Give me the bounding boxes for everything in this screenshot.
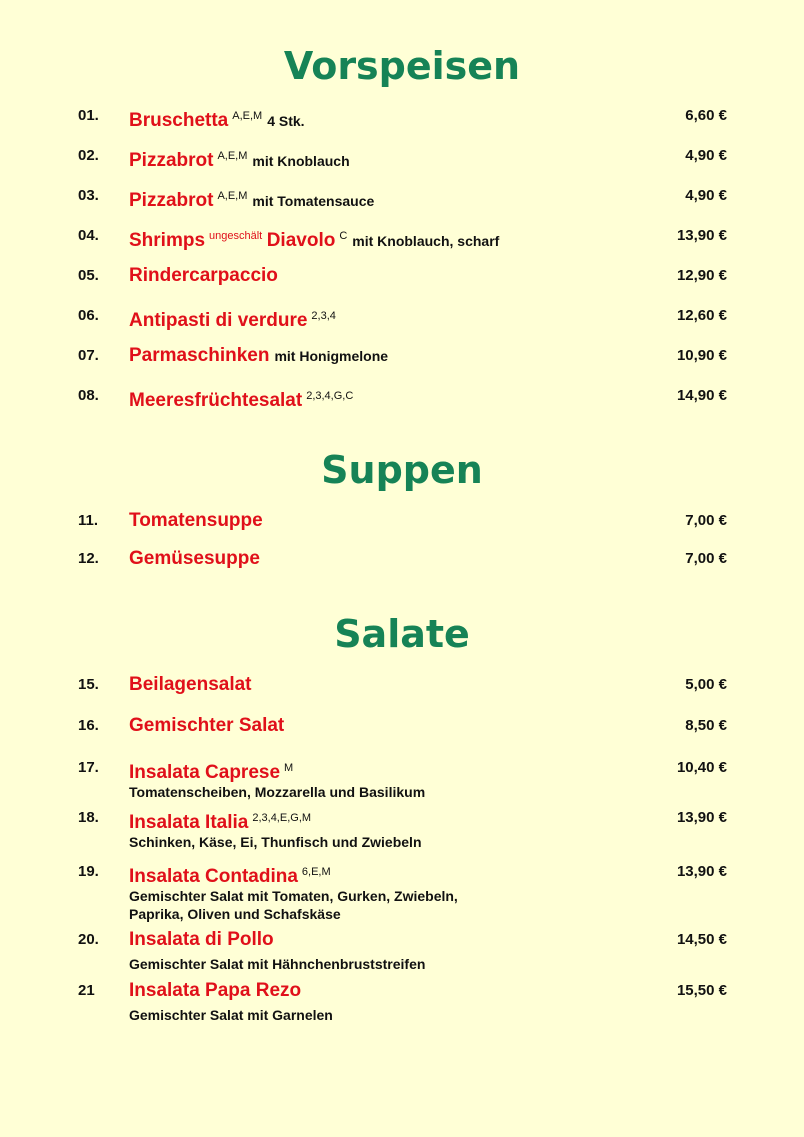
item-name: Insalata Papa Rezo — [129, 980, 302, 1001]
shell-note: ungeschält — [209, 230, 263, 242]
item-number: 05. — [78, 267, 99, 284]
item-description: Gemischter Salat mit Garnelen — [129, 1007, 333, 1023]
item-name-line — [129, 305, 336, 333]
item-number: 03. — [78, 187, 99, 204]
item-price: 14,50 € — [676, 931, 727, 948]
section-title-salate: Salate — [334, 612, 470, 656]
allergen-codes: 2,3,4,E,G,M — [252, 812, 312, 824]
allergen-codes: A,E,M — [232, 110, 263, 122]
item-price: 5,00 € — [685, 676, 727, 693]
item-name: Antipasti di verdure — [129, 310, 308, 331]
allergen-codes: 2,3,4,G,C — [306, 390, 354, 402]
item-description: 4 Stk. — [267, 113, 305, 129]
item-name-line — [129, 345, 388, 368]
item-number: 01. — [78, 107, 99, 124]
item-price: 4,90 € — [685, 147, 727, 164]
item-name: Insalata Contadina — [129, 866, 298, 887]
item-price: 10,40 € — [676, 759, 727, 776]
item-price: 10,90 € — [676, 347, 727, 364]
item-name: Tomatensuppe — [129, 510, 263, 531]
item-name: Gemüsesuppe — [129, 548, 260, 569]
item-price: 12,60 € — [676, 307, 727, 324]
allergen-codes: A,E,M — [217, 150, 248, 162]
allergen-codes: 6,E,M — [301, 866, 331, 878]
item-price: 7,00 € — [685, 550, 727, 567]
item-name-line — [129, 757, 293, 785]
item-description: Gemischter Salat mit Tomaten, Gurken, Zwiebeln, — [129, 888, 458, 904]
item-number: 20. — [78, 931, 99, 948]
item-price: 13,90 € — [676, 863, 727, 880]
item-description: mit Honigmelone — [274, 348, 389, 364]
item-name-line — [129, 385, 353, 413]
item-name-line — [129, 980, 301, 1003]
item-description: Gemischter Salat mit Hähnchenbruststreifen — [129, 956, 426, 972]
item-name-line — [129, 105, 305, 133]
item-name-line — [129, 861, 331, 889]
item-name: Pizzabrot — [129, 190, 214, 211]
item-price: 15,50 € — [676, 982, 727, 999]
item-price: 4,90 € — [685, 187, 727, 204]
item-name-line — [129, 929, 274, 952]
item-description: mit Knoblauch — [252, 153, 350, 169]
item-name: Gemischter Salat — [129, 715, 285, 736]
item-name: Bruschetta — [129, 110, 229, 131]
item-number: 17. — [78, 759, 99, 776]
item-name-line — [129, 807, 311, 835]
item-name: Insalata di Pollo — [129, 929, 274, 950]
item-number: 16. — [78, 717, 99, 734]
item-number: 11. — [78, 512, 99, 529]
item-name: Rindercarpaccio — [129, 265, 278, 286]
item-name: Insalata Caprese — [129, 762, 281, 783]
allergen-codes: 2,3,4 — [311, 310, 336, 322]
item-name-line — [129, 510, 263, 533]
item-name: Beilagensalat — [129, 674, 252, 695]
item-price: 14,90 € — [676, 387, 727, 404]
item-price: 8,50 € — [685, 717, 727, 734]
item-description: Tomatenscheiben, Mozzarella und Basilikum — [129, 784, 426, 800]
item-price: 12,90 € — [676, 267, 727, 284]
item-price: 13,90 € — [676, 809, 727, 826]
item-price: 7,00 € — [685, 512, 727, 529]
item-number: 19. — [78, 863, 99, 880]
item-number: 15. — [78, 676, 99, 693]
item-name-line — [129, 265, 278, 288]
item-name: Parmaschinken — [129, 345, 270, 366]
item-price: 6,60 € — [685, 107, 727, 124]
item-name-line — [129, 225, 499, 253]
section-title-vorspeisen: Vorspeisen — [283, 44, 521, 88]
item-number: 04. — [78, 227, 99, 244]
item-number: 21 — [78, 982, 95, 999]
item-description: mit Knoblauch, scharf — [352, 233, 500, 249]
allergen-codes: C — [339, 230, 348, 242]
item-name: Shrimps — [129, 230, 206, 251]
allergen-codes: M — [284, 762, 294, 774]
section-title-suppen: Suppen — [321, 448, 483, 492]
item-name-line — [129, 548, 260, 571]
item-description: Schinken, Käse, Ei, Thunfisch und Zwiebeln — [129, 834, 422, 850]
item-number: 02. — [78, 147, 99, 164]
item-name-line — [129, 145, 350, 173]
item-name: Meeresfrüchtesalat — [129, 390, 303, 411]
item-name-line — [129, 185, 374, 213]
item-description-line2: Paprika, Oliven und Schafskäse — [129, 906, 341, 922]
item-number: 18. — [78, 809, 99, 826]
item-name-line — [129, 674, 252, 697]
item-description: mit Tomatensauce — [252, 193, 375, 209]
item-name-line — [129, 715, 284, 738]
item-name-secondary: Diavolo — [266, 230, 336, 251]
item-name: Insalata Italia — [129, 812, 249, 833]
item-number: 12. — [78, 550, 99, 567]
allergen-codes: A,E,M — [217, 190, 248, 202]
item-price: 13,90 € — [676, 227, 727, 244]
item-number: 06. — [78, 307, 99, 324]
item-number: 08. — [78, 387, 99, 404]
item-name: Pizzabrot — [129, 150, 214, 171]
item-number: 07. — [78, 347, 99, 364]
